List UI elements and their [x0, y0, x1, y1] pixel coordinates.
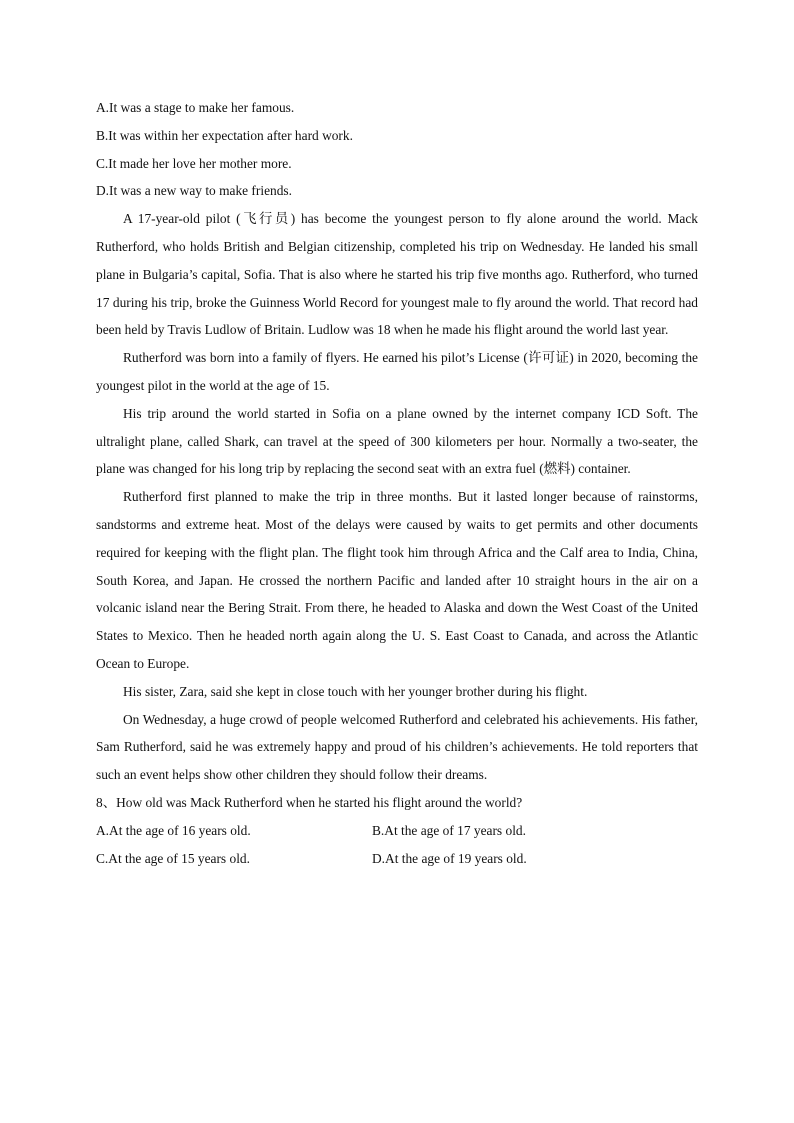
passage-paragraph-1: A 17-year-old pilot (飞行员) has become the youngest person to fly alone around the world. Mack Rutherford, who holds British and Belgian citizenship, completed his trip on Wednesday. He landed his small plane in Bulgaria’s capital, Sofia. That is also where he started his trip five months ago. Rutherford, who turned 17 during his trip, broke the Guinness World Record for youngest male to fly around the world. That record had been held by Travis Ludlow of Britain. Ludlow was 18 when he made his flight around the world last year.	[96, 211, 698, 338]
passage-paragraph-2: Rutherford was born into a family of flyers. He earned his pilot’s License (许可证) in 2020, becoming the youngest pilot in the world at the age of 15.	[96, 350, 698, 393]
document-page	[96, 94, 698, 872]
prev-option-b: B.It was within her expectation after hard work.	[96, 127, 353, 143]
question-8-stem: 8、How old was Mack Rutherford when he started his flight around the world?	[96, 794, 523, 810]
question-8-option-a: A.At the age of 16 years old.	[96, 822, 251, 838]
prev-option-a: A.It was a stage to make her famous.	[96, 100, 295, 115]
question-8-option-d: D.At the age of 19 years old.	[372, 850, 527, 866]
prev-option-d: D.It was a new way to make friends.	[96, 183, 292, 199]
passage-paragraph-4: Rutherford first planned to make the trip in three months. But it lasted longer because of rainstorms, sandstorms and extreme heat. Most of the delays were caused by waits to get permits and other documents required for keeping with the flight plan. The flight took him through Africa and the Calf area to India, China, South Korea, and Japan. He crossed the northern Pacific and landed after 10 straight hours in the air on a volcanic island near the Bering Strait. From there, he headed to Alaska and down the West Coast of the United States to Mexico. Then he headed north again along the U. S. East Coast to Canada, and across the Atlantic Ocean to Europe.	[96, 489, 698, 671]
passage-paragraph-6: On Wednesday, a huge crowd of people welcomed Rutherford and celebrated his achievements. His father, Sam Rutherford, said he was extremely happy and proud of his children’s achievements. He told reporters that such an event helps show other children they should follow their dreams.	[96, 711, 698, 783]
question-8-option-c: C.At the age of 15 years old.	[96, 850, 250, 866]
prev-option-c: C.It made her love her mother more.	[96, 155, 292, 171]
passage-paragraph-5: His sister, Zara, said she kept in close touch with her younger brother during his flight.	[123, 683, 588, 699]
question-8-option-b: B.At the age of 17 years old.	[372, 822, 526, 838]
passage-paragraph-3: His trip around the world started in Sofia on a plane owned by the internet company ICD Soft. The ultralight plane, called Shark, can travel at the speed of 300 kilometers per hour. Normally a two-seater, the plane was changed for his long trip by replacing the second seat with an extra fuel (燃料) container.	[96, 405, 698, 477]
question-8-options-row-1	[96, 817, 698, 845]
question-8-options-row-2	[96, 845, 698, 873]
